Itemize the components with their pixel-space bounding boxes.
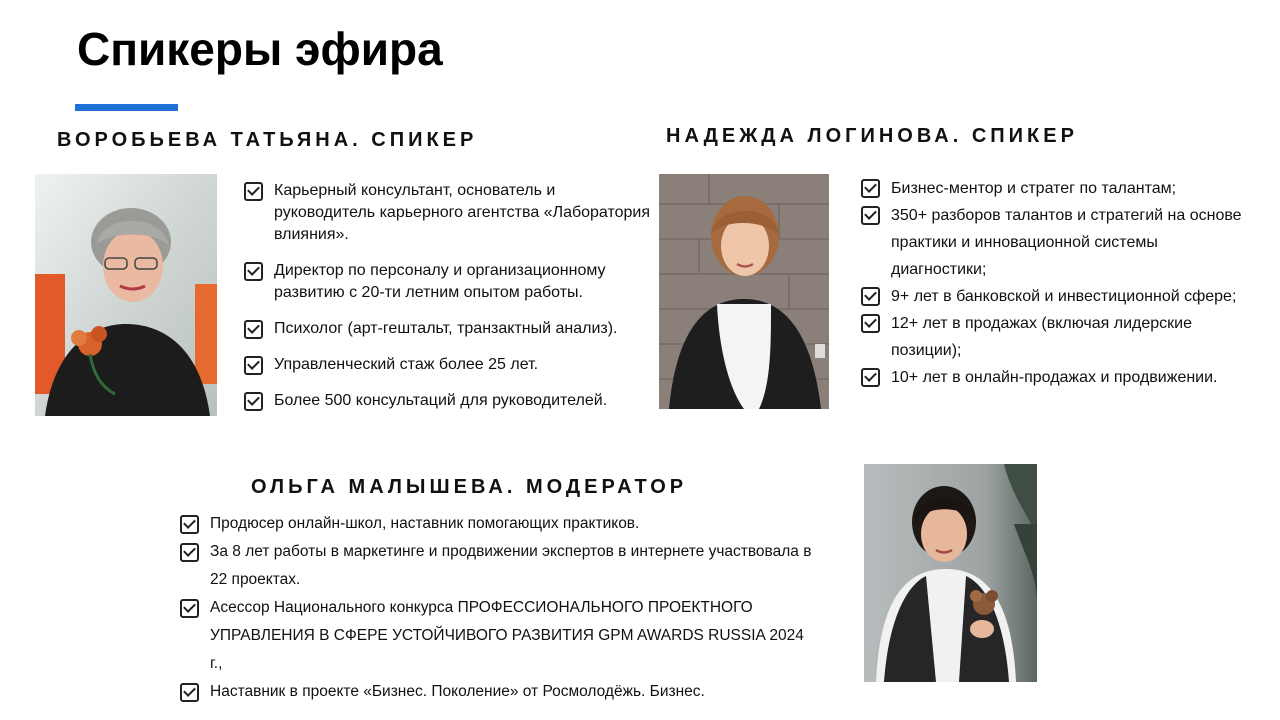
speaker-bullets-malysheva — [180, 510, 820, 706]
list-item: Психолог (арт-гештальт, транзактный анализ). — [244, 318, 654, 340]
checkbox-icon — [861, 206, 880, 225]
speaker-name-malysheva: ОЛЬГА МАЛЫШЕВА. МОДЕРАТОР — [251, 476, 688, 498]
title-accent-bar — [75, 104, 178, 111]
list-item: Карьерный консультант, основатель и руководитель карьерного агентства «Лаборатория влияния». — [244, 180, 654, 246]
speaker-photo-vorobyeva — [35, 174, 217, 416]
checkbox-icon — [244, 356, 263, 375]
list-item: 10+ лет в онлайн-продажах и продвижении. — [861, 364, 1256, 391]
speaker-bullets-loginova — [861, 175, 1256, 391]
speaker-photo-malysheva — [864, 464, 1037, 682]
list-item: 350+ разборов талантов и стратегий на основе практики и инновационной системы диагностики; — [861, 202, 1256, 283]
list-item: Бизнес-ментор и стратег по талантам; — [861, 175, 1256, 202]
list-item: 12+ лет в продажах (включая лидерские позиции); — [861, 310, 1256, 364]
list-item: За 8 лет работы в маркетинге и продвижении экспертов в интернете участвовала в 22 проектах. — [180, 538, 820, 594]
checkbox-icon — [244, 392, 263, 411]
list-item: 9+ лет в банковской и инвестиционной сфере; — [861, 283, 1256, 310]
checkbox-icon — [861, 179, 880, 198]
checkbox-icon — [861, 314, 880, 333]
checkbox-icon — [244, 320, 263, 339]
speaker-photo-loginova — [659, 174, 829, 409]
checkbox-icon — [244, 182, 263, 201]
checkbox-icon — [180, 599, 199, 618]
list-item: Продюсер онлайн-школ, наставник помогающих практиков. — [180, 510, 820, 538]
list-item: Директор по персоналу и организационному развитию с 20-ти летним опытом работы. — [244, 260, 654, 304]
checkbox-icon — [180, 543, 199, 562]
checkbox-icon — [244, 262, 263, 281]
list-item: Наставник в проекте «Бизнес. Поколение» от Росмолодёжь. Бизнес. — [180, 678, 820, 706]
list-item: Асессор Национального конкурса ПРОФЕССИОНАЛЬНОГО ПРОЕКТНОГО УПРАВЛЕНИЯ В СФЕРЕ УСТОЙЧИВОГО РАЗВИТИЯ GPM AWARDS RUSSIA 2024 г., — [180, 594, 820, 678]
list-item: Управленческий стаж более 25 лет. — [244, 354, 654, 376]
speaker-name-loginova: НАДЕЖДА ЛОГИНОВА. СПИКЕР — [666, 125, 1078, 147]
speaker-name-vorobyeva: ВОРОБЬЕВА ТАТЬЯНА. СПИКЕР — [57, 129, 478, 151]
checkbox-icon — [861, 368, 880, 387]
checkbox-icon — [861, 287, 880, 306]
speaker-bullets-vorobyeva — [244, 180, 654, 426]
checkbox-icon — [180, 683, 199, 702]
checkbox-icon — [180, 515, 199, 534]
list-item: Более 500 консультаций для руководителей. — [244, 390, 654, 412]
slide-title: Спикеры эфира — [77, 23, 443, 75]
